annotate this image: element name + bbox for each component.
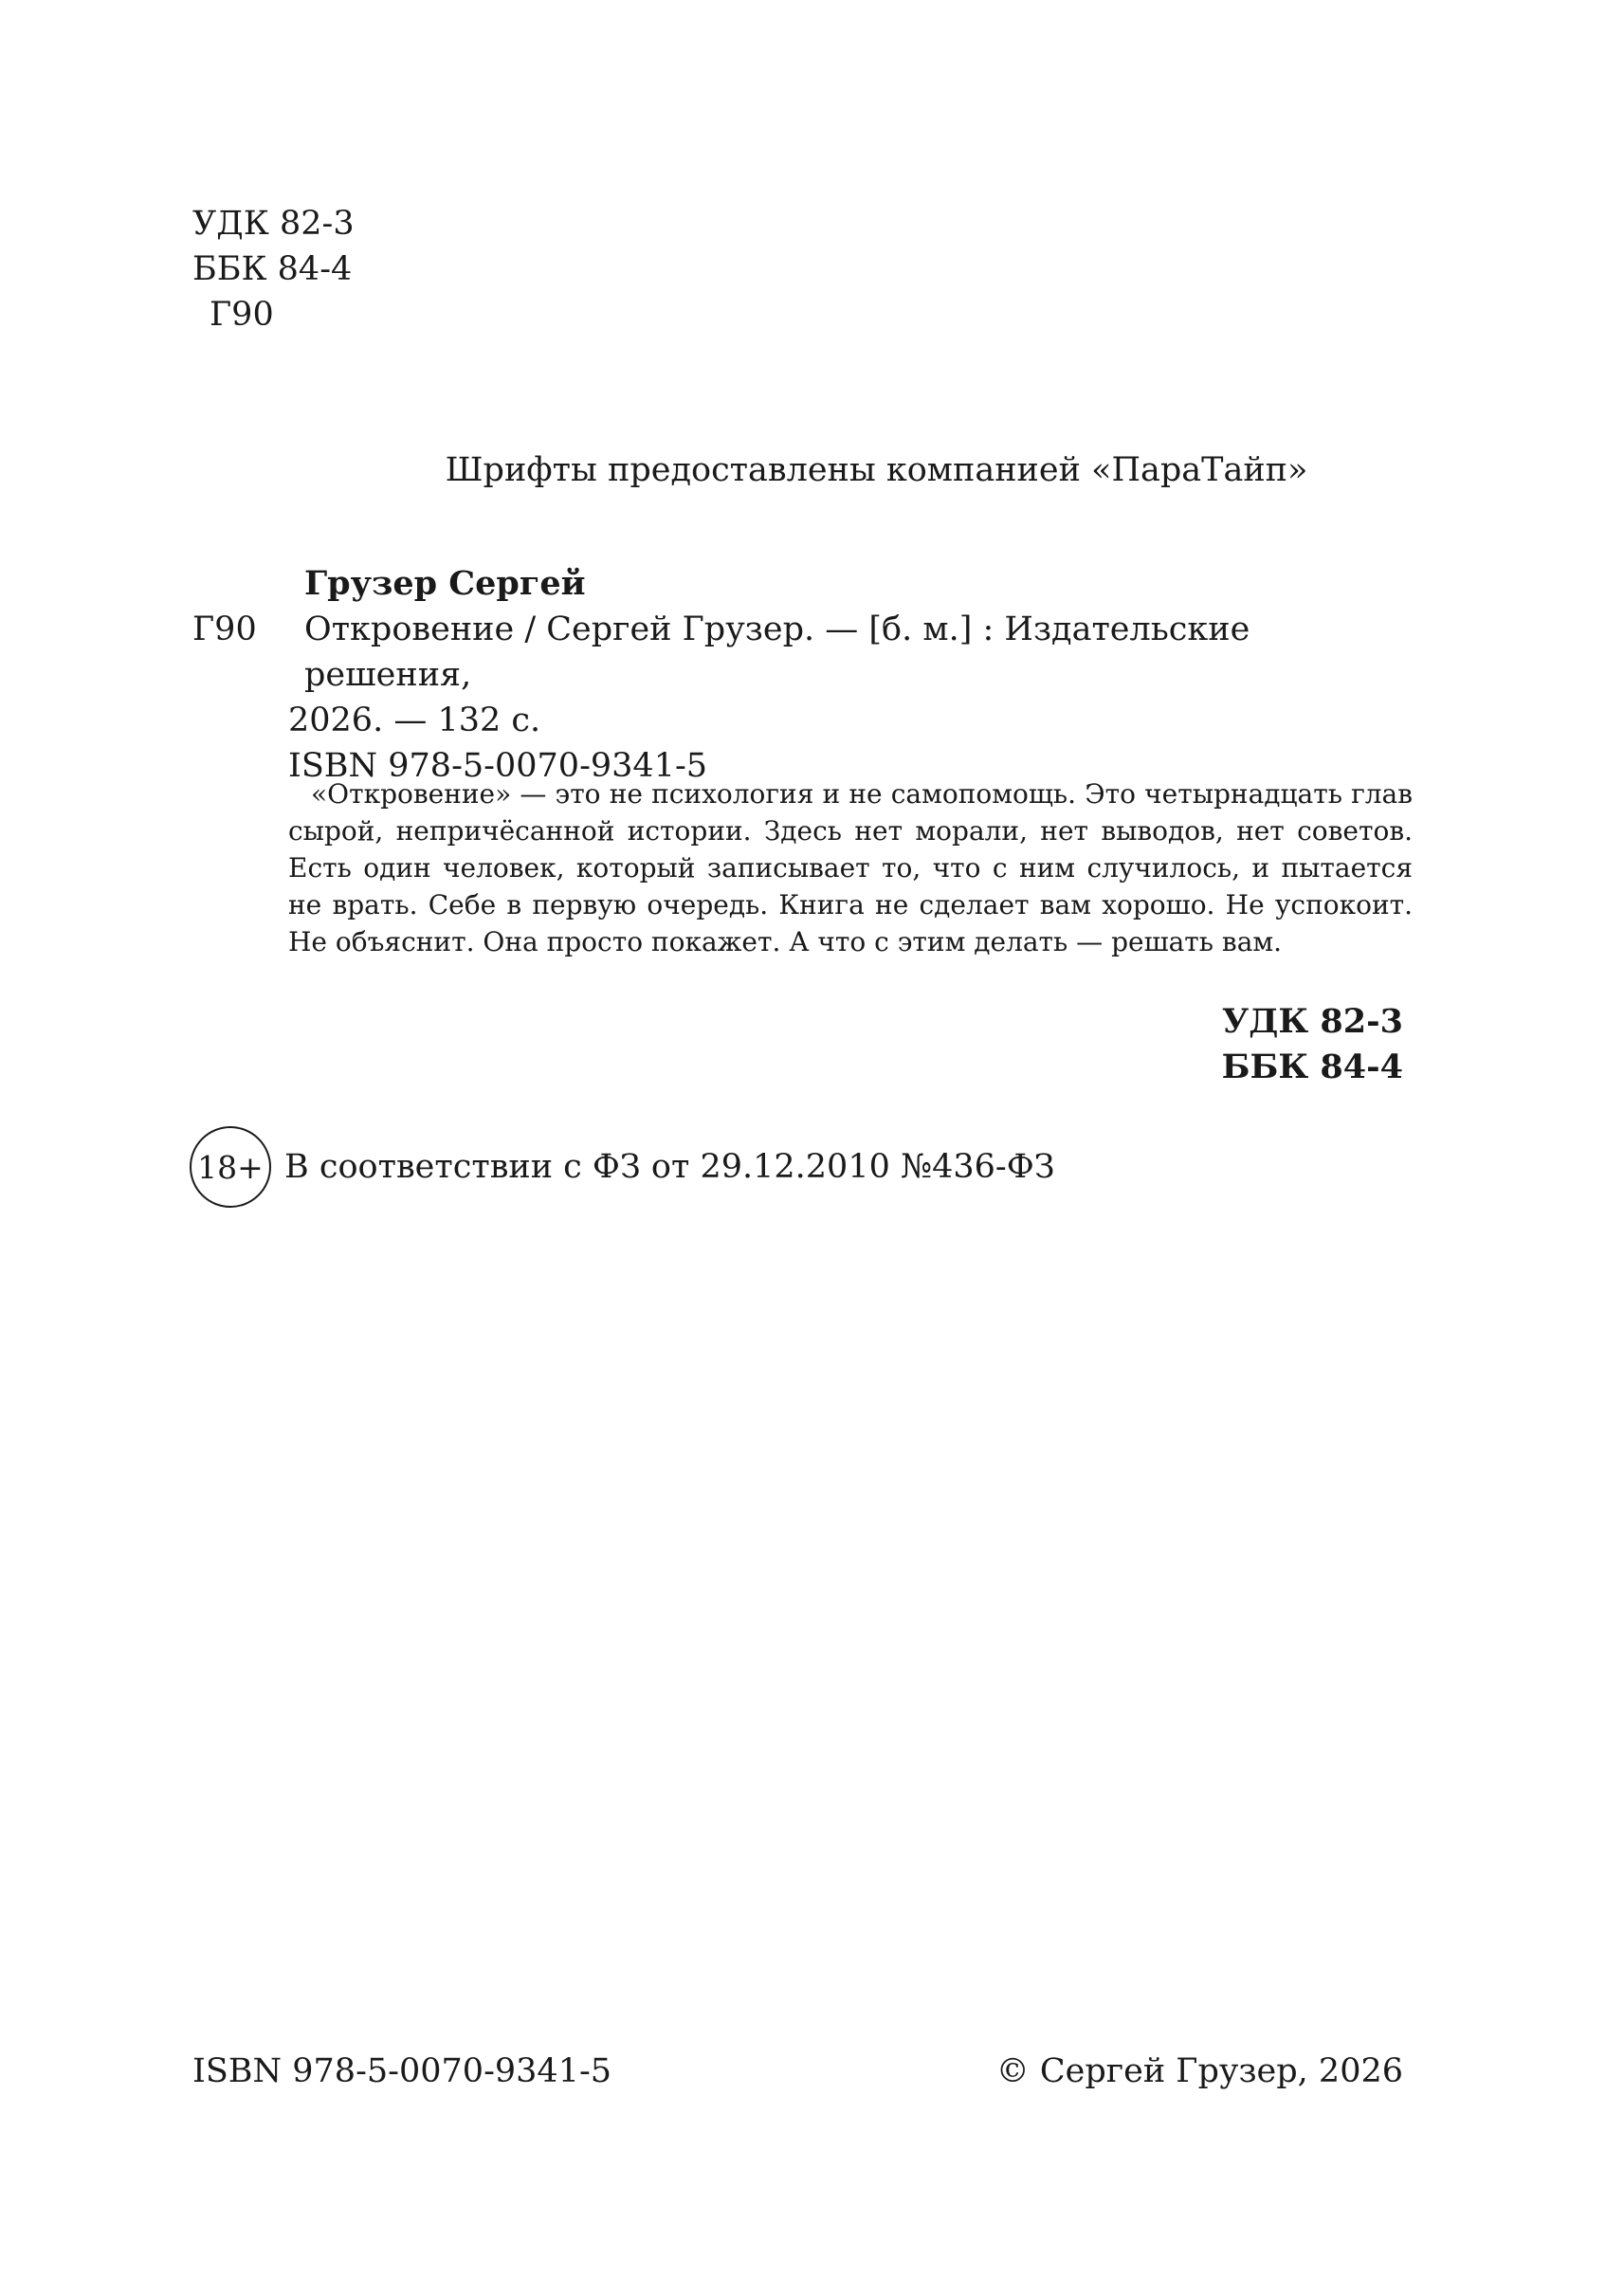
annotation-text: «Откровение» — это не психология и не самопомощь. Это четырнадцать глав сырой, непричёсанной истории. Здесь нет морали, нет выводов, нет советов. Есть один человек, который записывает то, что с ним случилось, и пытается не врать. Себе в первую очередь. Книга не сделает вам хорошо. Не успокоит. Не объяснит. Она просто покажет. А что с этим делать — решать вам. (288, 778, 1413, 957)
record-title-row (192, 607, 1415, 698)
bbk-code: ББК 84-4 (192, 250, 353, 288)
record-author-sign: Г90 (192, 610, 257, 648)
record-title: Откровение / Сергей Грузер. — [б. м.] : Издательские решения, (304, 610, 1250, 694)
fonts-credit: Шрифты предоставлены компанией «ПараТайп» (445, 451, 1308, 489)
age-rating-text: В соответствии с ФЗ от 29.12.2010 №436-ФЗ (284, 1148, 1055, 1186)
record-author: Грузер Сергей (304, 564, 586, 603)
age-rating-badge: 18+ (190, 1126, 271, 1208)
author-sign: Г90 (210, 296, 274, 334)
classification-codes-top (192, 201, 355, 337)
record-imprint: 2026. — 132 с. (288, 702, 541, 739)
bbk-code-bold: ББК 84-4 (1221, 1048, 1403, 1086)
age-rating (190, 1126, 1055, 1208)
udk-code: УДК 82-3 (192, 205, 355, 243)
footer-copyright: © Сергей Грузер, 2026 (995, 2052, 1403, 2090)
udk-code-bold: УДК 82-3 (1221, 1002, 1403, 1041)
bibliographic-record (192, 561, 1415, 789)
classification-codes-right (1222, 999, 1403, 1090)
record-isbn: ISBN 978-5-0070-9341-5 (288, 747, 708, 785)
footer-isbn: ISBN 978-5-0070-9341-5 (192, 2052, 612, 2090)
